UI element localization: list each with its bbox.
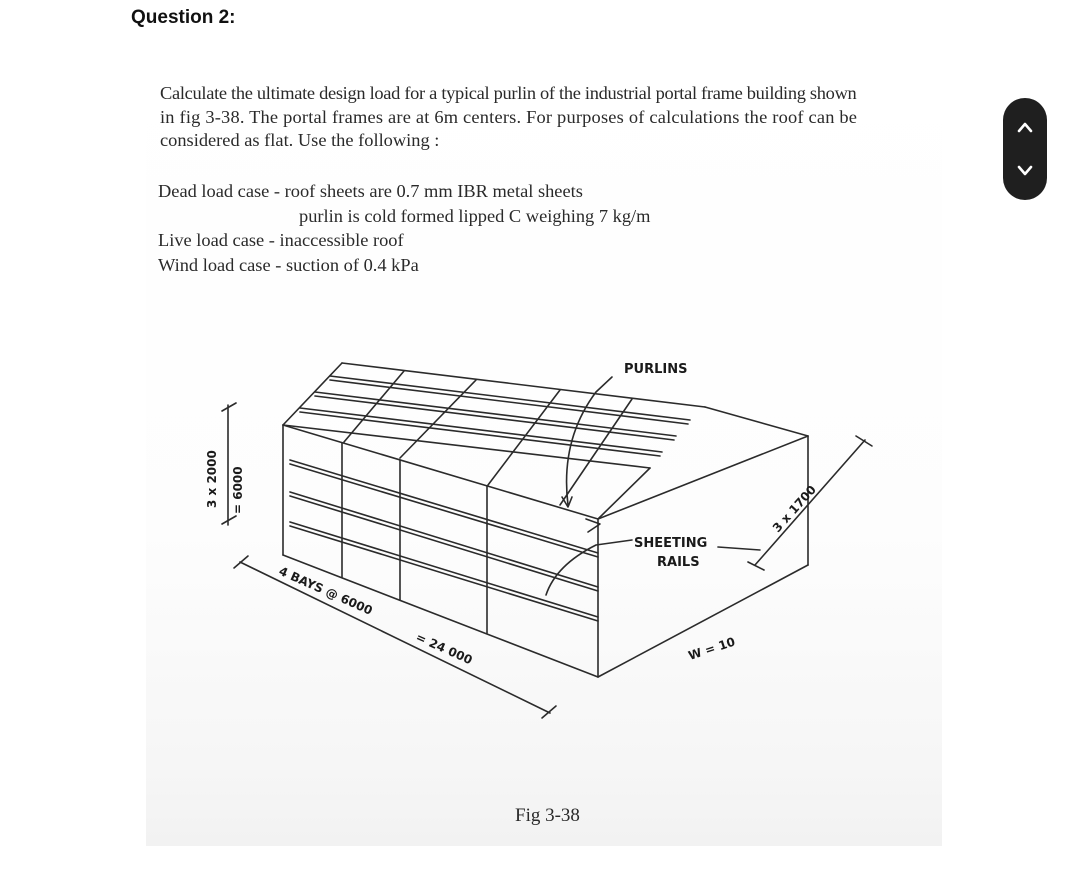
paragraph-line: Calculate the ultimate design load for a typical purlin of the industrial portal frame building shown — [160, 83, 857, 103]
previous-button[interactable] — [1003, 105, 1047, 149]
width-label: W = 10 — [686, 634, 737, 663]
length-label: = 24 000 — [413, 629, 475, 668]
load-cases — [158, 179, 650, 277]
live-load-line: Live load case - inaccessible roof — [158, 230, 404, 250]
question-heading: Question 2: — [131, 7, 236, 28]
paragraph-line: considered as flat. Use the following : — [160, 130, 440, 150]
paragraph-line: in fig 3-38. The portal frames are at 6m centers. For purposes of calculations the roof can be — [160, 106, 858, 127]
rails-label: RAILS — [657, 555, 700, 570]
figure-caption: Fig 3-38 — [515, 805, 580, 826]
sheeting-label: SHEETING — [634, 536, 708, 551]
wind-load-line: Wind load case - suction of 0.4 kPa — [158, 254, 419, 275]
chevron-up-icon — [1016, 120, 1034, 134]
problem-paragraph — [160, 82, 935, 153]
chevron-down-icon — [1016, 164, 1034, 178]
bays-label: 4 BAYS @ 6000 — [276, 563, 375, 618]
dead-load-line-2: purlin is cold formed lipped C weighing 7 kg/m — [299, 205, 651, 226]
purlins-label: PURLINS — [624, 362, 688, 377]
slide-nav — [1003, 98, 1047, 200]
height-label-a: 3 x 2000 — [205, 450, 219, 508]
slope-label: 3 x 1700 — [769, 482, 819, 536]
dead-load-line-1: Dead load case - roof sheets are 0.7 mm IBR metal sheets — [158, 181, 583, 201]
next-button[interactable] — [1003, 149, 1047, 193]
height-label-b: = 6000 — [231, 466, 245, 514]
